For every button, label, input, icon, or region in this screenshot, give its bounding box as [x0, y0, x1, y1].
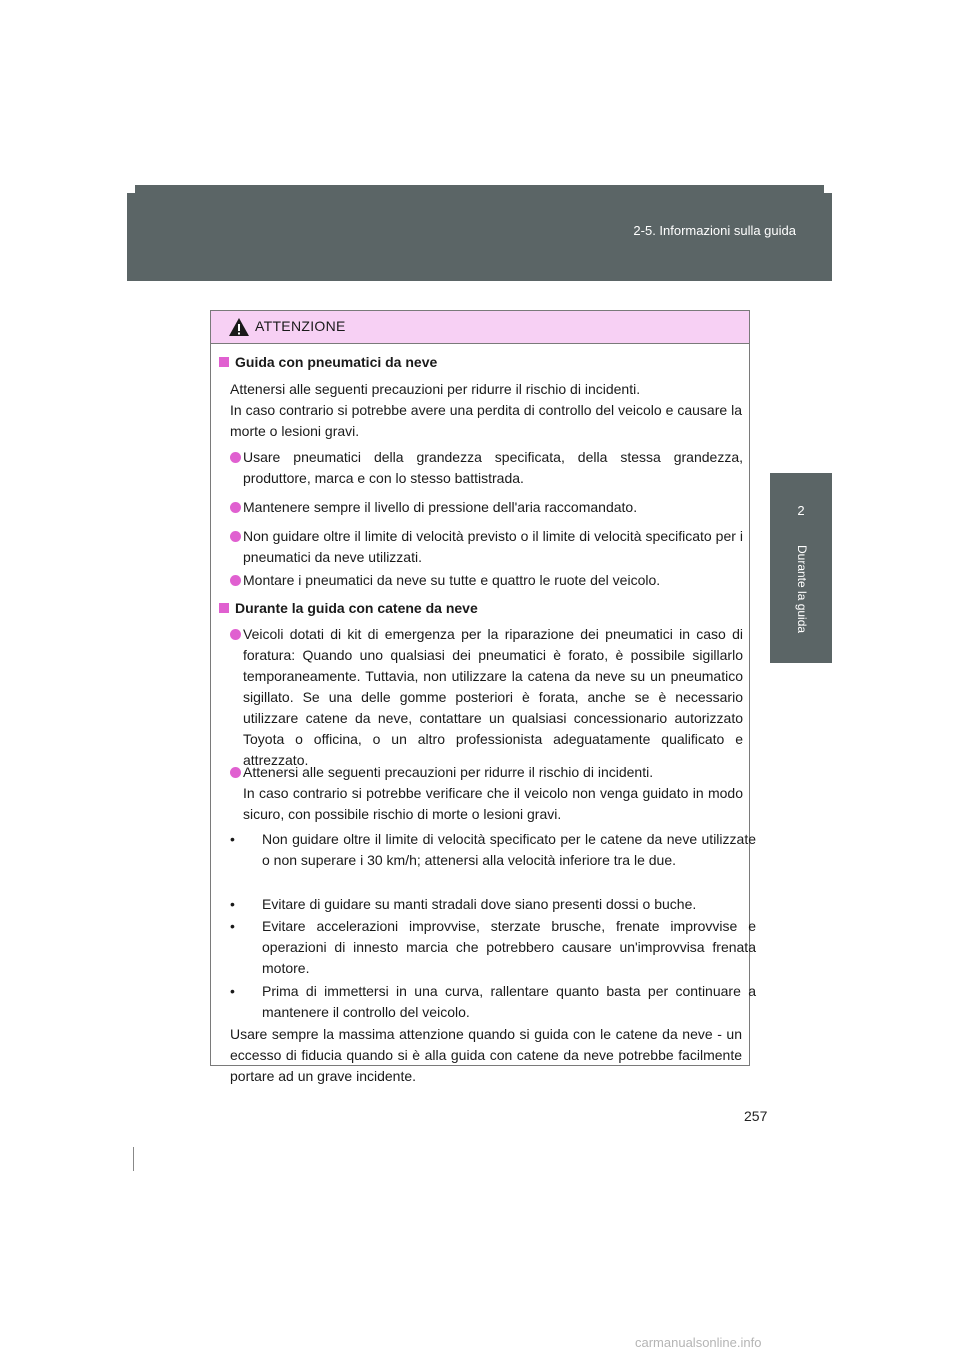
bullet-dot-icon	[230, 502, 241, 513]
subheading-snow-chains-text: Durante la guida con catene da neve	[235, 600, 478, 616]
bullet-dot-icon	[230, 629, 241, 640]
chapter-side-tab	[770, 473, 832, 663]
dash-marker: •	[230, 918, 235, 934]
intro-line-1: Attenersi alle seguenti precauzioni per ridurre il rischio di incidenti.	[230, 381, 641, 397]
bullet-text: In caso contrario si potrebbe verificare che il veicolo non venga guidato in modo sicuro, con possibile rischio di morte o lesioni gravi.	[243, 785, 743, 822]
warning-header	[211, 311, 749, 344]
dash-text: Evitare accelerazioni improvvise, sterzate brusche, frenate improvvise e operazioni di innesto marcia che potrebbero causare un'improvvisa frenata motore.	[262, 918, 756, 976]
dash-marker: •	[230, 983, 235, 999]
warning-triangle-icon	[228, 317, 250, 337]
chapter-name	[793, 545, 809, 675]
subheading-snow-tires	[219, 352, 437, 373]
bullet-dot-icon	[230, 575, 241, 586]
subheading-snow-tires-text: Guida con pneumatici da neve	[235, 354, 438, 370]
bullet-dot-icon	[230, 452, 241, 463]
square-bullet-icon	[219, 357, 229, 367]
bullet-text: Non guidare oltre il limite di velocità previsto o il limite di velocità specificato per i pneumatici da neve utilizzati.	[243, 528, 743, 565]
section-title: 2-5. Informazioni sulla guida	[633, 223, 796, 238]
bullet-text: Mantenere sempre il livello di pressione dell'aria raccomandato.	[243, 499, 638, 515]
warning-box	[210, 310, 756, 1084]
bullet-dot-icon	[230, 531, 241, 542]
chapter-name-text: Durante la guida	[795, 545, 809, 634]
warning-title: ATTENZIONE	[255, 318, 346, 334]
dash-marker: •	[230, 831, 235, 847]
bullet-text: Attenersi alle seguenti precauzioni per ridurre il rischio di incidenti.	[243, 764, 654, 780]
intro-line-2: In caso contrario si potrebbe avere una perdita di controllo del veicolo e causare la morte o lesioni gravi.	[230, 402, 742, 439]
dash-text: Prima di immettersi in una curva, rallentare quanto basta per continuare a mantenere il controllo del veicolo.	[262, 983, 756, 1020]
dash-marker: •	[230, 896, 235, 912]
dash-text: Evitare di guidare su manti stradali dove siano presenti dossi o buche.	[262, 896, 697, 912]
square-bullet-icon	[219, 603, 229, 613]
intro-paragraph	[230, 379, 742, 442]
closing-text: Usare sempre la massima attenzione quando si guida con le catene da neve - un eccesso di fiducia quando si è alla guida con catene da neve potrebbe facilmente portare ad un grave incidente.	[230, 1026, 742, 1084]
margin-mark	[133, 1147, 134, 1171]
bullet-dot-icon	[230, 767, 241, 778]
closing-paragraph	[230, 1024, 742, 1087]
section-header-band	[127, 185, 832, 281]
header-corner-left	[127, 185, 135, 193]
bullet-text: Montare i pneumatici da neve su tutte e quattro le ruote del veicolo.	[243, 572, 661, 588]
chapter-number: 2	[797, 503, 805, 518]
subheading-snow-chains	[219, 598, 478, 619]
bullet-text: Usare pneumatici della grandezza specificata, della stessa grandezza, produttore, marca e con lo stesso battistrada.	[243, 449, 743, 486]
watermark: carmanualsonline.info	[635, 1335, 762, 1350]
bullet-text: Veicoli dotati di kit di emergenza per la riparazione dei pneumatici in caso di foratura: Quando uno qualsiasi dei pneumatici è forato, è possibile sigillarlo temporaneamente. Tuttavia, non utilizzare la catena da neve su un pneumatico sigillato. Se una delle gomme posteriori è forata, anche se è necessario utilizzare catene da neve, contattare un qualsiasi concessionario autorizzato Toyota o officina, o un altro professionista adeguatamente qualificato e attrezzato.	[243, 626, 743, 768]
page-number: 257	[744, 1108, 768, 1124]
header-corner-right	[824, 185, 832, 193]
dash-text: Non guidare oltre il limite di velocità specificato per le catene da neve utilizzate o non superare i 30 km/h; attenersi alla velocità inferiore tra le due.	[262, 831, 756, 868]
